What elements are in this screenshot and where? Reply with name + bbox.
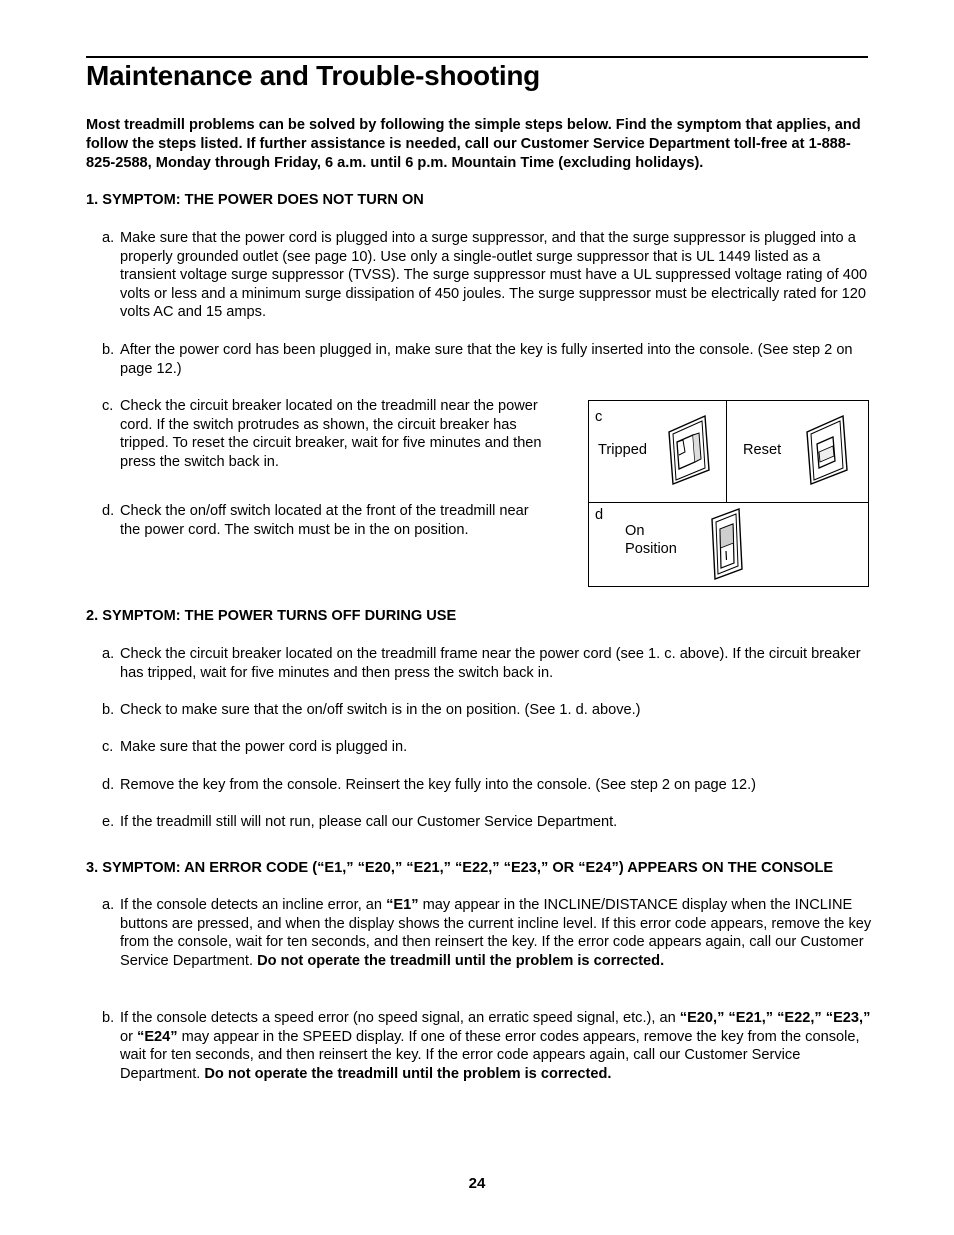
- warning-text: Do not operate the treadmill until the problem is corrected.: [204, 1065, 612, 1082]
- step-text: Check the circuit breaker located on the treadmill near the power cord. If the switch protrudes as shown, the circuit breaker has tripped. To reset the circuit breaker, wait for five minutes and then press the switch back in.: [120, 398, 542, 470]
- position-label: Position: [625, 541, 677, 557]
- step-text: Make sure that the power cord is plugged into a surge suppressor, and that the surge suppressor is plugged into a properly grounded outlet (see page 10). Use only a single-outlet surge suppressor that is UL 1449 listed as a transient voltage surge suppressor (TVSS). The surge suppressor must have a UL suppressed voltage rating of 400 volts or less and a minimum surge dissipation of 450 joules. The surge suppressor must be electrically rated for 120 volts AC and 15 amps.: [120, 230, 868, 321]
- step-text: Check to make sure that the on/off switch is in the on position. (See 1. d. above.): [120, 702, 641, 718]
- step-text: Make sure that the power cord is plugged in.: [120, 739, 408, 755]
- symptom-1-heading: 1. SYMPTOM: THE POWER DOES NOT TURN ON: [86, 192, 424, 208]
- tripped-breaker-icon: [665, 412, 713, 488]
- step-text: If the treadmill still will not run, please call our Customer Service Department.: [120, 814, 618, 830]
- step-letter: c.: [102, 739, 114, 755]
- tripped-label: Tripped: [598, 442, 647, 458]
- on-label: On: [625, 523, 645, 539]
- step-letter: a.: [102, 230, 115, 246]
- symptom-2-step-d: [102, 776, 872, 795]
- figure-label-c: c: [595, 409, 603, 425]
- step-letter: b.: [102, 1010, 115, 1026]
- step-letter: b.: [102, 702, 115, 718]
- symptom-2-step-e: [102, 813, 872, 832]
- page-number: 24: [468, 1175, 486, 1192]
- step-text: Check the on/off switch located at the front of the treadmill near the power cord. The switch must be in the on position.: [120, 503, 529, 538]
- symptom-1-step-a: [102, 229, 872, 322]
- step-letter: a.: [102, 646, 115, 662]
- figure-label-d: d: [595, 507, 604, 523]
- warning-text: Do not operate the treadmill until the problem is corrected.: [257, 952, 665, 969]
- reset-breaker-icon: [803, 412, 851, 488]
- symptom-2-step-c: [102, 738, 872, 757]
- symptom-1-step-d: [102, 502, 542, 539]
- step-text: If the console detects a speed error (no speed signal, an erratic speed signal, etc.), an “E20,” “E21,” “E22,” “E23,” or “E24” may appear in the SPEED display. If one of these error codes appears, remove the key from the console, wait for ten seconds, and then reinsert the key. If the error code appears again, call our Customer Service Department. Do not operate the treadmill until the problem is corrected.: [120, 1010, 871, 1082]
- symptom-3-step-a: [102, 896, 872, 970]
- error-codes-speed: “E20,” “E21,” “E22,” “E23,”: [679, 1010, 871, 1026]
- error-code-e1: “E1”: [386, 897, 419, 913]
- step-text: After the power cord has been plugged in, make sure that the key is fully inserted into the console. (See step 2 on page 12.): [120, 342, 853, 377]
- step-text: Check the circuit breaker located on the treadmill frame near the power cord (see 1. c. above). If the circuit breaker has tripped, wait for five minutes and then press the switch back in.: [120, 646, 861, 681]
- step-text: Remove the key from the console. Reinsert the key fully into the console. (See step 2 on page 12.): [120, 777, 756, 793]
- symptom-2-heading: 2. SYMPTOM: THE POWER TURNS OFF DURING USE: [86, 608, 457, 624]
- step-letter: d.: [102, 777, 115, 793]
- step-letter: a.: [102, 897, 115, 913]
- error-code-e24: “E24”: [137, 1028, 178, 1045]
- step-text: If the console detects an incline error, an “E1” may appear in the INCLINE/DISTANCE display when the INCLINE buttons are pressed, and when the display shows the current incline level. If this error code appears, remove the key from the console, wait for ten seconds, and then reinsert the key. If the error code appears again, call our Customer Service Department. Do not operate the treadmill until the problem is corrected.: [120, 897, 872, 969]
- intro-paragraph: Most treadmill problems can be solved by following the simple steps below. Find the symptom that applies, and follow the steps listed. If further assistance is needed, call our Customer Service Department toll-free at 1-888-825-2588, Monday through Friday, 6 a.m. until 6 p.m. Mountain Time (excluding holidays).: [86, 117, 861, 171]
- symptom-2-step-b: [102, 701, 872, 720]
- step-letter: d.: [102, 503, 115, 519]
- step-letter: e.: [102, 814, 115, 830]
- symptom-2-step-a: [102, 645, 872, 682]
- circuit-breaker-figure: [588, 400, 869, 587]
- step-letter: c.: [102, 398, 114, 414]
- page-title: Maintenance and Trouble-shooting: [86, 60, 540, 91]
- symptom-1-step-b: [102, 341, 872, 378]
- symptom-3-heading: 3. SYMPTOM: AN ERROR CODE (“E1,” “E20,” “E21,” “E22,” “E23,” OR “E24”) APPEARS ON THE CONSOLE: [86, 860, 834, 876]
- step-letter: b.: [102, 342, 115, 358]
- symptom-3-step-b: [102, 1009, 872, 1083]
- on-off-switch-icon: [709, 507, 745, 581]
- symptom-1-step-c: [102, 397, 542, 471]
- reset-label: Reset: [743, 442, 782, 458]
